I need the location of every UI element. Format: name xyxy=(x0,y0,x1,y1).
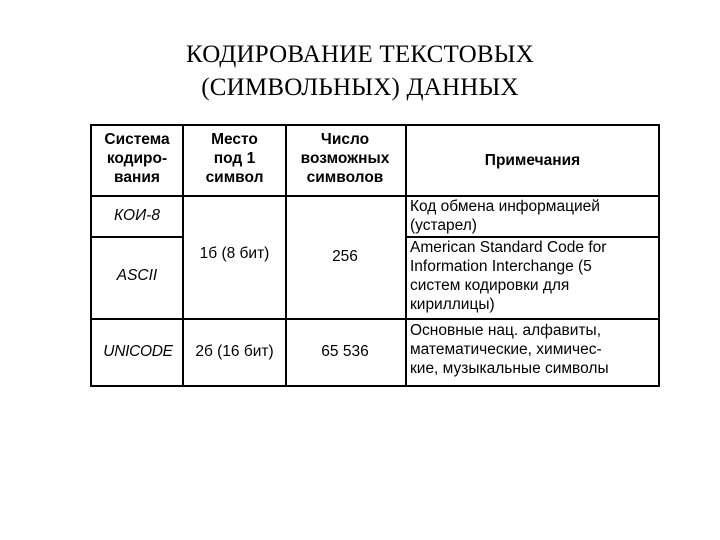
koi8-system: КОИ-8 xyxy=(114,207,160,224)
koi8-ascii-size: 1б (8 бит) xyxy=(199,245,270,262)
unicode-count: 65 536 xyxy=(321,343,369,360)
unicode-notes: Основные нац. алфавиты, математические, химичес- кие, музыкальные символы xyxy=(410,322,609,377)
unicode-size: 2б (16 бит) xyxy=(195,343,274,360)
page-title xyxy=(0,38,720,104)
header-count: Число возможных символов xyxy=(300,131,390,186)
header-size: Место под 1 символ xyxy=(205,131,264,186)
ascii-system: ASCII xyxy=(116,267,158,284)
title-line-2: (СИМВОЛЬНЫХ) ДАННЫХ xyxy=(201,74,519,101)
ascii-notes: American Standard Code for Information Interchange (5 систем кодировки для кириллицы) xyxy=(410,239,607,313)
koi8-notes: Код обмена информацией (устарел) xyxy=(410,198,600,234)
header-system: Система кодиро- вания xyxy=(104,131,170,186)
row-divider-koi-ascii-system xyxy=(92,236,182,238)
unicode-system: UNICODE xyxy=(103,343,173,360)
koi8-ascii-count: 256 xyxy=(332,248,358,265)
encoding-table xyxy=(90,124,660,387)
title-line-1: КОДИРОВАНИЕ ТЕКСТОВЫХ xyxy=(185,41,534,68)
header-notes: Примечания xyxy=(484,152,581,169)
row-divider-unicode xyxy=(92,318,658,320)
